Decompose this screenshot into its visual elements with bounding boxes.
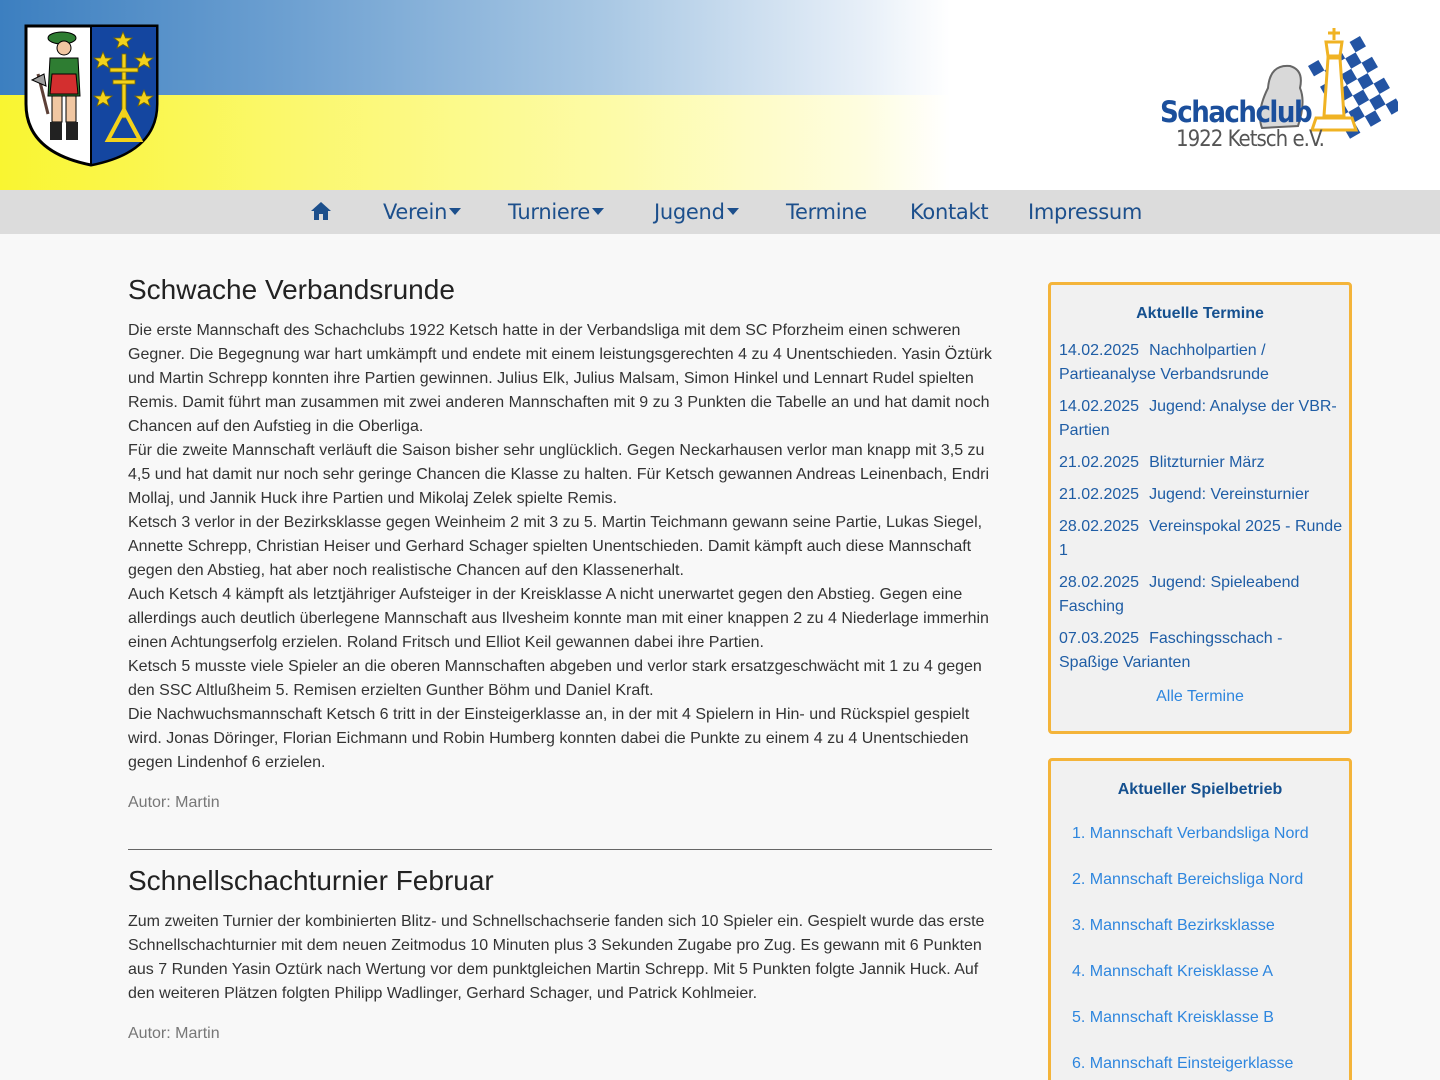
team-link-3[interactable]: 3. Mannschaft Bezirksklasse xyxy=(1072,917,1275,934)
termin-item[interactable] xyxy=(1051,627,1349,675)
article-paragraph: Zum zweiten Turnier der kombinierten Blitz- und Schnellschachserie fanden sich 10 Spieler ein. Gespielt wurde das erste Schnellschachturnier mit dem neuen Zeitmodus 10 Minuten plus 3 Sekunden Zugabe pro Zug. Es gewann mit 6 Punkten aus 7 Runden Yasin Oztürk nach Wertung vor dem punktgleichen Martin Schrepp. Mit 5 Punkten folgte Jannik Huck. Auf den weiteren Plätzen folgten Philipp Wadlinger, Gerhard Schager, und Patrick Kohlmeier. xyxy=(128,913,985,1002)
termin-text: Nachholpartien / Partieanalyse Verbandsrunde xyxy=(1059,342,1269,383)
termin-item[interactable] xyxy=(1051,515,1349,563)
termin-item[interactable] xyxy=(1051,339,1349,387)
team-link-1[interactable]: 1. Mannschaft Verbandsliga Nord xyxy=(1072,825,1309,842)
termin-date: 28.02.2025 xyxy=(1059,574,1140,591)
article-paragraph: Für die zweite Mannschaft verläuft die Saison bisher sehr unglücklich. Gegen Neckarhausen verlor man knapp mit 3,5 zu 4,5 und hat damit nur noch sehr geringe Chancen die Klasse zu halten. Für Ketsch gewannen Andreas Leinenbach, Endri Mollaj, und Jannik Huck ihre Partien und Mikolaj Zelek spielte Remis. xyxy=(128,442,990,507)
chevron-down-icon xyxy=(449,208,461,215)
termin-text: Blitzturnier März xyxy=(1149,454,1265,471)
nav-kontakt[interactable]: Kontakt xyxy=(910,200,989,224)
termin-date: 21.02.2025 xyxy=(1059,454,1140,471)
termin-date: 07.03.2025 xyxy=(1059,630,1140,647)
chevron-down-icon xyxy=(727,208,739,215)
article-paragraph: Ketsch 5 musste viele Spieler an die oberen Mannschaften abgeben und verlor stark ersatzgeschwächt mit 1 zu 4 gegen den SSC Altlußheim 5. Remisen erzielten Gunther Böhm und Daniel Kraft. xyxy=(128,658,982,699)
main-navbar xyxy=(0,190,1440,234)
article-author: Autor: Martin xyxy=(128,1025,220,1042)
article-paragraph: Die erste Mannschaft des Schachclubs 1922 Ketsch hatte in der Verbandsliga mit dem SC Pforzheim einen schweren Gegner. Die Begegnung war hart umkämpft und endete mit einem leistungsgerechten 4 zu 4 Unentschieden. Yasin Öztürk und Martin Schrepp konnten ihre Partien gewinnen. Julius Elk, Julius Malsam, Simon Hinkel und Lennart Rudel spielten Remis. Damit führt man zusammen mit zwei anderen Mannschaften mit 9 zu 3 Punkten die Tabelle an und hat damit noch Chancen auf den Aufstieg in die Oberliga. xyxy=(128,322,992,435)
termin-date: 21.02.2025 xyxy=(1059,486,1140,503)
article-title[interactable]: Schwache Verbandsrunde xyxy=(128,274,455,305)
termin-item[interactable] xyxy=(1051,395,1349,443)
chevron-down-icon xyxy=(592,208,604,215)
nav-impressum[interactable]: Impressum xyxy=(1028,200,1143,224)
termin-item[interactable] xyxy=(1051,451,1349,475)
article-author: Autor: Martin xyxy=(128,794,220,811)
termin-date: 14.02.2025 xyxy=(1059,398,1140,415)
spielbetrieb-title: Aktueller Spielbetrieb xyxy=(1117,781,1283,798)
article-paragraph: Auch Ketsch 4 kämpft als letztjähriger Aufsteiger in der Kreisklasse A nicht unerwartet gegen den Abstieg. Gegen eine allerdings auch deutlich überlegene Mannschaft aus Ilvesheim konnte man mit einer knappen 2 zu 4 Niederlage immerhin einen Achtungserfolg erzielen. Roland Fritsch und Elliot Keil gewannen dabei ihre Partien. xyxy=(128,586,989,651)
home-icon[interactable] xyxy=(310,201,332,221)
team-link-5[interactable]: 5. Mannschaft Kreisklasse B xyxy=(1072,1009,1274,1026)
termin-text: Jugend: Analyse der VBR-Partien xyxy=(1059,398,1337,439)
termin-item[interactable] xyxy=(1051,483,1349,507)
nav-termine[interactable]: Termine xyxy=(786,200,867,224)
coat-of-arms-icon[interactable] xyxy=(24,24,159,167)
article-divider xyxy=(128,849,992,850)
termin-date: 14.02.2025 xyxy=(1059,342,1140,359)
termin-date: 28.02.2025 xyxy=(1059,518,1140,535)
termin-text: Jugend: Vereinsturnier xyxy=(1149,486,1310,503)
nav-turniere[interactable] xyxy=(508,190,604,234)
spielbetrieb-box xyxy=(1048,758,1352,1080)
article-title[interactable]: Schnellschachturnier Februar xyxy=(128,865,494,896)
logo-line2: 1922 Ketsch e.V. xyxy=(1176,127,1324,152)
team-link-2[interactable]: 2. Mannschaft Bereichsliga Nord xyxy=(1072,871,1304,888)
termine-title: Aktuelle Termine xyxy=(1136,305,1264,322)
termin-text: Vereinspokal 2025 - Runde 1 xyxy=(1059,518,1343,559)
news-content xyxy=(128,270,992,1080)
team-link-4[interactable]: 4. Mannschaft Kreisklasse A xyxy=(1072,963,1273,980)
alle-termine-link[interactable]: Alle Termine xyxy=(1156,688,1244,705)
nav-verein[interactable] xyxy=(383,190,461,234)
termin-item[interactable] xyxy=(1051,571,1349,619)
site-header xyxy=(0,0,1440,190)
termin-text: Faschingsschach - Spaßige Varianten xyxy=(1059,630,1283,671)
termine-box xyxy=(1048,282,1352,734)
nav-jugend[interactable] xyxy=(654,190,739,234)
article xyxy=(128,861,992,1046)
article xyxy=(128,270,992,815)
article-paragraph: Die Nachwuchsmannschaft Ketsch 6 tritt in der Einsteigerklasse an, in der mit 4 Spielern in Hin- und Rückspiel gespielt wird. Jonas Döringer, Florian Eichmann und Robin Humberg konnten dabei die Punkte zu einem 4 zu 4 Unentschieden gegen Lindenhof 6 erzielen. xyxy=(128,706,970,771)
logo-line1: Schachclub xyxy=(1160,95,1312,129)
nav-jugend-label: Jugend xyxy=(654,200,725,224)
nav-verein-label: Verein xyxy=(383,200,448,224)
termin-text: Jugend: Spieleabend Fasching xyxy=(1059,574,1300,615)
nav-turniere-label: Turniere xyxy=(508,200,590,224)
club-logo-icon[interactable] xyxy=(1158,26,1398,162)
article-paragraph: Ketsch 3 verlor in der Bezirksklasse gegen Weinheim 2 mit 3 zu 5. Martin Teichmann gewann seine Partie, Lukas Siegel, Annette Schrepp, Christian Heiser und Gerhard Schager spielten Unentschieden. Damit kämpft auch diese Mannschaft gegen den Abstieg, hat aber noch realistische Chancen auf den Klassenerhalt. xyxy=(128,514,983,579)
team-link-6[interactable]: 6. Mannschaft Einsteigerklasse xyxy=(1072,1055,1294,1072)
